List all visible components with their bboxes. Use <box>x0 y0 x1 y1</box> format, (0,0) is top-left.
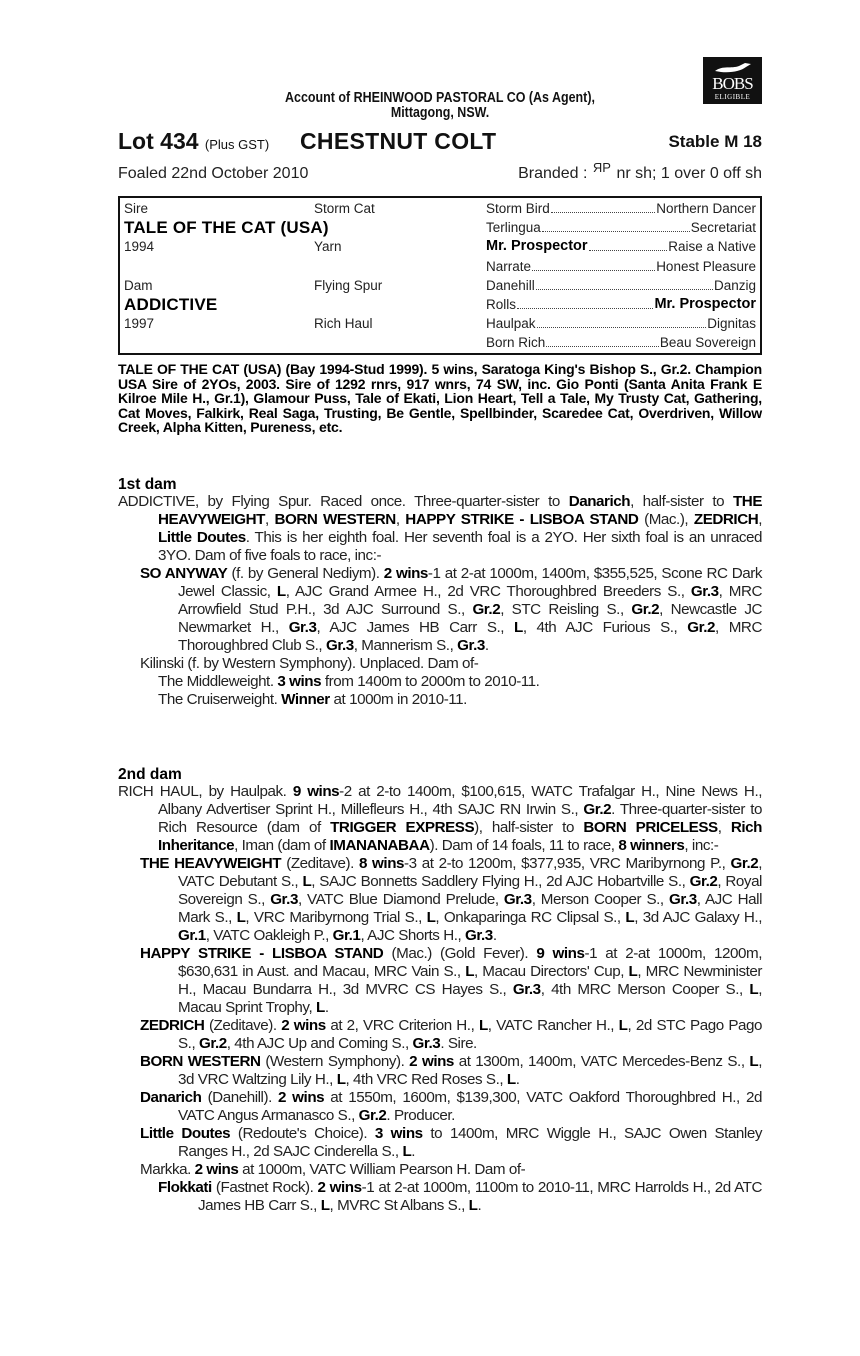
bold-run: 2 wins <box>194 1161 239 1178</box>
pedigree-ancestor: Mr. Prospector <box>486 238 588 255</box>
bold-run: Little Doutes <box>140 1125 231 1142</box>
text-run: at 2, VRC Criterion H., <box>325 1017 479 1034</box>
text-run: The Cruiserweight. <box>158 691 282 708</box>
bold-run: IMANANABAA <box>329 837 430 854</box>
bold-run: Gr.2 <box>199 1035 227 1052</box>
text-run: , MRC Newminister H., Macau Bundarra H., 3d MVRC CS Hayes S., <box>178 963 762 998</box>
pedigree-col2: Flying Spur <box>314 277 383 293</box>
text-run: , Royal Sovereign S., <box>178 873 762 908</box>
text-run: , <box>758 511 763 528</box>
text-run: , Onkaparinga RC Clipsal S., <box>435 909 626 926</box>
pedigree-ancestor: Narrate <box>486 258 532 274</box>
pedigree-col2: Storm Cat <box>314 201 375 216</box>
text-run: , 4th AJC Up and Coming S., <box>226 1035 413 1052</box>
text-run: , AJC James HB Carr S., <box>316 619 514 636</box>
pedigree-paragraph <box>118 493 762 565</box>
bold-run: L <box>468 1197 478 1214</box>
text-run: , VATC Debutant S., <box>178 855 763 890</box>
text-run: . <box>477 1197 482 1214</box>
text-run: RICH HAUL, by Haulpak. <box>118 783 293 800</box>
bold-run: Gr.2 <box>472 601 501 618</box>
pedigree-ancestor-sire: Mr. Prospector <box>654 296 756 312</box>
bold-run: Gr.3 <box>668 891 697 908</box>
dotted-leader <box>517 295 653 309</box>
text-run: , MRC Thoroughbred Club S., <box>178 619 762 654</box>
bold-run: 3 wins <box>374 1125 423 1142</box>
bold-run: Gr.2 <box>689 873 718 890</box>
text-run: , Newcastle JC Newmarket H., <box>178 601 762 636</box>
pedigree-col3 <box>486 314 756 333</box>
pedigree-ancestor-sire: Dignitas <box>707 316 756 332</box>
text-run: (Western Symphony). <box>260 1053 410 1070</box>
branded-text: nr sh; 1 over 0 off sh <box>616 165 762 182</box>
bold-run: Flokkati <box>158 1179 212 1196</box>
text-run: , MVRC St Albans S., <box>329 1197 469 1214</box>
bold-run: BORN WESTERN <box>140 1053 261 1070</box>
pedigree-ancestor: Danehill <box>486 277 535 293</box>
text-run: (f. by General Nediym). <box>227 565 384 582</box>
bold-run: L <box>513 619 523 636</box>
lot-line <box>118 128 762 154</box>
text-run: , 3d VRC Waltzing Lily H., <box>178 1053 762 1088</box>
text-run: , SAJC Bonnetts Saddlery Flying H., 2d AJC Hobartville S., <box>311 873 690 890</box>
bold-run: L <box>506 1071 516 1088</box>
lot-number <box>118 128 269 155</box>
bold-run: L <box>625 909 635 926</box>
logo-text-eligible: ELIGIBLE <box>714 93 751 101</box>
text-run: , 4th MRC Merson Cooper S., <box>540 981 750 998</box>
lot-label: Lot 434 <box>118 128 199 154</box>
bold-run: L <box>478 1017 488 1034</box>
plus-gst: (Plus GST) <box>204 137 270 152</box>
bold-run: L <box>320 1197 330 1214</box>
bold-run: Gr.2 <box>687 619 716 636</box>
pedigree-col1: 1997 <box>124 316 155 332</box>
bold-run: Gr.2 <box>358 1107 387 1124</box>
bold-run: 8 winners <box>618 837 685 854</box>
text-run: . Producer. <box>386 1107 455 1124</box>
pedigree-paragraph <box>118 855 762 945</box>
bold-run: ZEDRICH <box>140 1017 205 1034</box>
pedigree-col1: TALE OF THE CAT (USA) <box>124 218 329 238</box>
pedigree-col3 <box>486 199 756 218</box>
pedigree-ancestor-sire: Beau Sovereign <box>659 335 756 351</box>
vendor-location: Mittagong, NSW. <box>390 105 490 121</box>
dotted-leader <box>551 199 655 213</box>
bold-run: HAPPY STRIKE - LISBOA STAND <box>405 511 639 528</box>
pedigree-ancestor-sire: Danzig <box>713 277 756 293</box>
pedigree-col2: Rich Haul <box>314 316 373 332</box>
bold-run: 2 wins <box>317 1179 362 1196</box>
sire-paragraph: TALE OF THE CAT (USA) (Bay 1994-Stud 1999). 5 wins, Saratoga King's Bishop S., Gr.2. Champion USA Sire of 2YOs, 2003. Sire of 1292 rnrs, 917 wnrs, 74 SW, inc. Gio Ponti (Santa Anita Frank E Kilroe Mile H., Gr.1), Glamour Puss, Tale of Ekati, Lion Heart, Tell a Tale, My Trusty Cat, Gathering, Cat Moves, Falkirk, Real Saga, Trusting, Be Gentle, Spellbinder, Scaredee Cat, Overdriven, Willow Creek, Alpha Kitten, Pureness, etc. <box>118 361 762 436</box>
pedigree-row <box>124 257 756 276</box>
pedigree-paragraph <box>118 1017 762 1053</box>
pedigree-ancestor-sire: Secretariat <box>690 220 756 236</box>
text-run: at 1300m, 1400m, VATC Mercedes-Benz S., <box>453 1053 750 1070</box>
first-dam-section <box>118 493 762 709</box>
pedigree-paragraph <box>118 945 762 1017</box>
text-run: , <box>265 511 275 528</box>
pedigree-row <box>124 218 756 237</box>
text-run: (Mac.), <box>638 511 694 528</box>
text-run: -2 at 2-to 1400m, $100,615, WATC Trafalgar H., Nine News H., Albany Advertiser Sprint H., Millefleurs H., 4th SAJC RN Irwin S., <box>158 783 762 818</box>
text-run: . <box>515 1071 520 1088</box>
dotted-leader <box>536 276 713 290</box>
text-run: , VRC Maribyrnong Trial S., <box>245 909 427 926</box>
first-dam-heading: 1st dam <box>118 476 177 493</box>
pedigree-col3 <box>486 333 756 352</box>
bold-run: Gr.3 <box>412 1035 441 1052</box>
pedigree-col1: Sire <box>124 201 149 216</box>
text-run: , Macau Sprint Trophy, <box>178 981 762 1016</box>
bold-run: L <box>316 999 325 1016</box>
vendor-account <box>163 91 717 121</box>
text-run: ADDICTIVE, by Flying Spur. Raced once. Three-quarter-sister to <box>118 493 569 510</box>
text-run: . <box>484 637 489 654</box>
bold-run: Gr.2 <box>631 601 660 618</box>
dotted-leader <box>546 333 659 347</box>
bold-run: Gr.3 <box>690 583 719 600</box>
bold-run: L <box>426 909 436 926</box>
pedigree-row <box>124 199 756 218</box>
text-run: . Sire. <box>440 1035 477 1052</box>
text-run: , AJC Hall Mark S., <box>178 891 762 926</box>
bold-run: Gr.1 <box>178 927 206 944</box>
pedigree-col1: ADDICTIVE <box>124 295 218 314</box>
text-run: (Zeditave). <box>204 1017 282 1034</box>
second-dam-heading: 2nd dam <box>118 766 182 783</box>
bold-run: ZEDRICH <box>693 511 759 528</box>
pedigree-paragraph <box>118 783 762 855</box>
text-run: -1 at 2-at 1000m, 1100m to 2010-11, MRC Harrolds H., 2d ATC James HB Carr S., <box>198 1179 762 1214</box>
dotted-leader <box>537 314 707 328</box>
text-run: , VATC Oakleigh P., <box>205 927 333 944</box>
text-run: ). Dam of 14 foals, 11 to race, <box>429 837 619 854</box>
pedigree-row <box>124 276 756 295</box>
pedigree-paragraph <box>118 1053 762 1089</box>
text-run: , <box>395 511 406 528</box>
text-run: from 1400m to 2000m to 2010-11. <box>321 673 540 690</box>
text-run: (Danehill). <box>201 1089 279 1106</box>
text-run: -1 at 2-at 1000m, 1200m, $630,631 in Aust. and Macau, MRC Vain S., <box>178 945 762 980</box>
bold-run: Gr.3 <box>465 927 493 944</box>
text-run: . <box>411 1143 416 1160</box>
pedigree-row <box>124 237 756 256</box>
text-run: . <box>492 927 497 944</box>
bold-run: Gr.3 <box>288 619 317 636</box>
logo-text-bobs: BOBS <box>712 74 753 93</box>
bold-run: Danarich <box>568 493 631 510</box>
pedigree-paragraph <box>118 1161 762 1179</box>
pedigree-paragraph <box>118 1089 762 1125</box>
bold-run: THE HEAVYWEIGHT <box>140 855 282 872</box>
text-run: to 1400m, MRC Wiggle H., SAJC Owen Stanley Ranges H., 2d SAJC Cinderella S., <box>178 1125 762 1160</box>
text-run: . This is her eighth foal. Her seventh foal is a 2YO. Her sixth foal is an unraced 3YO. Dam of five foals to race, inc:- <box>158 529 762 564</box>
bold-run: Winner <box>281 691 330 708</box>
text-run: , half-sister to <box>630 493 733 510</box>
bold-run: 2 wins <box>409 1053 454 1070</box>
pedigree-paragraph <box>118 1125 762 1161</box>
text-run: , Iman (dam of <box>234 837 330 854</box>
pedigree-row <box>124 314 756 333</box>
pedigree-ancestor: Haulpak <box>486 316 536 332</box>
text-run: , Merson Cooper S., <box>531 891 669 908</box>
text-run: , AJC Grand Armee H., 2d VRC Thoroughbred Breeders S., <box>285 583 691 600</box>
text-run: , AJC Shorts H., <box>360 927 466 944</box>
bold-run: 2 wins <box>383 565 428 582</box>
text-run: ), half-sister to <box>474 819 584 836</box>
text-run: , 3d AJC Galaxy H., <box>634 909 762 926</box>
pedigree-col3 <box>486 276 756 295</box>
pedigree-ancestor: Rolls <box>486 297 517 312</box>
pedigree-col1: Dam <box>124 277 153 293</box>
text-run: , STC Reisling S., <box>500 601 632 618</box>
bold-run: 9 wins <box>292 783 340 800</box>
bold-run: Gr.1 <box>332 927 361 944</box>
dotted-leader <box>589 237 668 251</box>
bold-run: Gr.3 <box>512 981 541 998</box>
text-run: at 1000m, VATC William Pearson H. Dam of- <box>238 1161 526 1178</box>
pedigree-col1: 1994 <box>124 239 155 255</box>
text-run: , 2d STC Pago Pago S., <box>178 1017 762 1052</box>
bold-run: L <box>618 1017 628 1034</box>
pedigree-paragraph <box>118 1179 762 1215</box>
second-dam-section <box>118 783 762 1215</box>
bold-run: Gr.3 <box>457 637 485 654</box>
text-run: at 1550m, 1600m, $139,300, VATC Oakford Thoroughbred H., 2d VATC Angus Armanasco S., <box>178 1089 762 1124</box>
text-run: -1 at 2-at 1000m, 1400m, $355,525, Scone RC Dark Jewel Classic, <box>178 565 762 600</box>
text-run: Markka. <box>140 1161 195 1178</box>
bold-run: BORN PRICELESS <box>583 819 718 836</box>
pedigree-row <box>124 295 756 314</box>
bold-run: Gr.3 <box>503 891 532 908</box>
bold-run: HAPPY STRIKE - LISBOA STAND <box>140 945 384 962</box>
bold-run: L <box>749 1053 759 1070</box>
pedigree-ancestor-sire: Raise a Native <box>668 239 756 255</box>
bold-run: 3 wins <box>277 673 322 690</box>
text-run: (Zeditave). <box>281 855 359 872</box>
text-run: (Mac.) (Gold Fever). <box>383 945 537 962</box>
pedigree-ancestor-sire: Honest Pleasure <box>656 258 756 274</box>
text-run: , VATC Rancher H., <box>487 1017 619 1034</box>
bold-run: Gr.2 <box>730 855 759 872</box>
dotted-leader <box>542 218 690 232</box>
text-run: -3 at 2-to 1200m, $377,935, VRC Maribyrnong P., <box>404 855 731 872</box>
bold-run: L <box>276 583 286 600</box>
text-run: , 4th AJC Furious S., <box>522 619 688 636</box>
stable-number: Stable M 18 <box>668 132 762 151</box>
bold-run: Gr.3 <box>325 637 354 654</box>
bold-run: L <box>749 981 759 998</box>
bold-run: L <box>302 873 312 890</box>
bold-run: L <box>628 963 638 980</box>
text-run: , VATC Blue Diamond Prelude, <box>297 891 504 908</box>
pedigree-paragraph <box>118 565 762 655</box>
bold-run: 8 wins <box>358 855 405 872</box>
bold-run: Little Doutes <box>158 529 246 546</box>
text-run: . Three-quarter-sister to Rich Resource (dam of <box>158 801 762 836</box>
pedigree-ancestor: Terlingua <box>486 220 541 236</box>
branded-label: Branded : <box>518 165 588 182</box>
pedigree-paragraph <box>118 691 762 709</box>
pedigree-col3 <box>486 257 756 276</box>
horse-logo-icon <box>713 61 753 75</box>
pedigree-paragraph <box>118 673 762 691</box>
brand-mark: ЯP <box>592 160 611 175</box>
text-run: Kilinski (f. by Western Symphony). Unplaced. Dam of- <box>140 655 479 672</box>
bold-run: Gr.3 <box>270 891 298 908</box>
bold-run: THE HEAVYWEIGHT <box>158 493 762 528</box>
lot-description: CHESTNUT COLT <box>300 128 497 154</box>
pedigree-col3 <box>486 295 756 314</box>
bold-run: 2 wins <box>281 1017 326 1034</box>
pedigree-paragraph <box>118 655 762 673</box>
bold-run: Danarich <box>140 1089 202 1106</box>
pedigree-table <box>118 196 762 355</box>
vendor-name: Account of RHEINWOOD PASTORAL CO (As Agent), <box>285 90 595 106</box>
bold-run: L <box>236 909 246 926</box>
text-run: The Middleweight. <box>158 673 278 690</box>
dotted-leader <box>532 257 655 271</box>
pedigree-ancestor: Born Rich <box>486 335 546 351</box>
pedigree-ancestor-sire: Northern Dancer <box>656 201 756 216</box>
text-run: (Fastnet Rock). <box>211 1179 318 1196</box>
branded-info <box>518 160 762 183</box>
text-run: (Redoute's Choice). <box>230 1125 375 1142</box>
text-run: at 1000m in 2010-11. <box>329 691 467 708</box>
bold-run: L <box>402 1143 412 1160</box>
text-run: , MRC Arrowfield Stud P.H., 3d AJC Surround S., <box>178 583 763 618</box>
bold-run: Gr.2 <box>583 801 612 818</box>
text-run: , Macau Directors' Cup, <box>474 963 629 980</box>
bold-run: L <box>465 963 475 980</box>
bold-run: Rich Inheritance <box>158 819 762 854</box>
bold-run: SO ANYWAY <box>140 565 228 582</box>
pedigree-col3 <box>486 237 756 256</box>
bold-run: TRIGGER EXPRESS <box>330 819 475 836</box>
bold-run: 2 wins <box>278 1089 325 1106</box>
text-run: , Mannerism S., <box>353 637 458 654</box>
bold-run: L <box>336 1071 346 1088</box>
text-run: , inc:- <box>684 837 719 854</box>
pedigree-col2: Yarn <box>314 239 342 255</box>
pedigree-row <box>124 333 756 352</box>
pedigree-col3 <box>486 218 756 237</box>
text-run: . <box>324 999 329 1016</box>
pedigree-ancestor: Storm Bird <box>486 201 550 216</box>
text-run: , <box>717 819 731 836</box>
bold-run: BORN WESTERN <box>274 511 396 528</box>
foaled-date: Foaled 22nd October 2010 <box>118 165 309 182</box>
text-run: , 4th VRC Red Roses S., <box>345 1071 507 1088</box>
bold-run: 9 wins <box>536 945 585 962</box>
